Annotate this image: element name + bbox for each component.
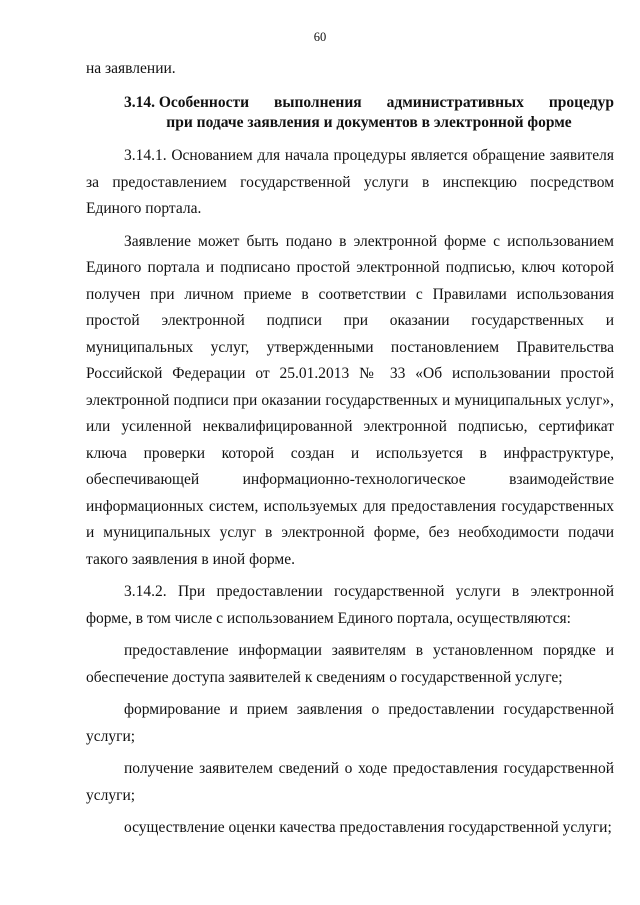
- paragraph: 3.14.1. Основанием для начала процедуры является обращение заявителя за предоставлением государственной услуги в инспекцию посредством Единого портала.: [86, 147, 614, 217]
- list-item: предоставление информации заявителям в установленном порядке и обеспечение доступа заявителей к сведениям о государственной услуге;: [86, 642, 614, 686]
- page-content: [86, 57, 614, 842]
- section-heading-word: процедур: [548, 94, 614, 111]
- paragraph: 3.14.2. При предоставлении государственной услуги в электронной форме, в том числе с использованием Единого портала, осуществляются:: [86, 583, 614, 627]
- section-number: 3.14.: [124, 94, 155, 111]
- list-item: получение заявителем сведений о ходе предоставления государственной услуги;: [86, 760, 614, 804]
- section-heading-word: выполнения: [273, 94, 362, 111]
- section-heading-line1: [86, 93, 614, 113]
- section-heading-line2: при подаче заявления и документов в электронной форме: [166, 114, 572, 131]
- section-heading-word: 3.14. Особенности: [124, 94, 250, 111]
- continuation-text: на заявлении.: [86, 60, 176, 77]
- section-heading-word: административных: [386, 94, 524, 111]
- paragraph: Заявление может быть подано в электронной форме с использованием Единого портала и подписано простой электронной подписью, ключ которой получен при личном приеме в соответствии с Правилами использования простой электронной подписи при оказании государственных и муниципальных услуг, утвержденными постановлением Правительства Российской Федерации от 25.01.2013 № 33 «Об использовании простой электронной подписи при оказании государственных и муниципальных услуг», или усиленной неквалифицированной электронной подписью, сертификат ключа проверки которой создан и используется в инфраструктуре, обеспечивающей информационно-технологическое взаимодействие информационных систем, используемых для предоставления государственных и муниципальных услуг в электронной форме, без необходимости подачи такого заявления в иной форме.: [86, 232, 614, 568]
- list-item: осуществление оценки качества предоставления государственной услуги;: [124, 819, 612, 836]
- section-heading: [86, 93, 614, 133]
- list-item: формирование и прием заявления о предоставлении государственной услуги;: [86, 701, 614, 745]
- page-number: 60: [313, 30, 327, 44]
